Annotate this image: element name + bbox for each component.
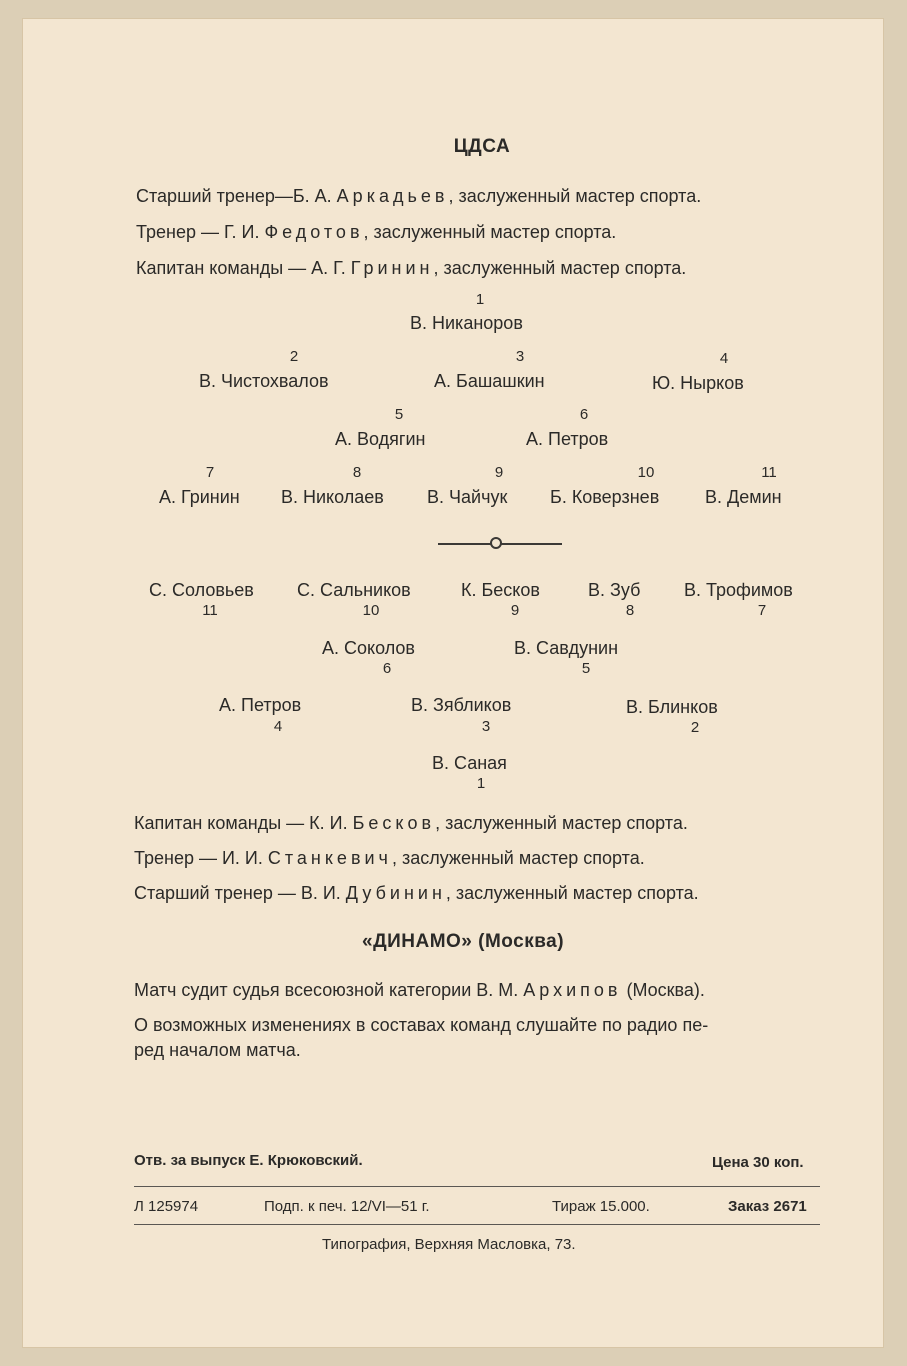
player-number: 1 bbox=[475, 291, 485, 308]
staff-title: , заслуженный мастер спорта. bbox=[391, 848, 645, 868]
divider-circle-icon bbox=[490, 537, 502, 549]
staff-surname: Федотов bbox=[264, 222, 364, 242]
player-number: 9 bbox=[510, 602, 520, 619]
responsible-editor: Отв. за выпуск Е. Крюковский. bbox=[134, 1152, 363, 1169]
player-number: 2 bbox=[690, 719, 700, 736]
publication-code: Л 125974 bbox=[134, 1198, 199, 1215]
referee-prefix: Матч судит судья всесоюзной категории В. М. bbox=[134, 980, 524, 1000]
player-name: В. Зябликов bbox=[411, 695, 512, 715]
player-number: 3 bbox=[481, 718, 491, 735]
player-number: 11 bbox=[761, 464, 777, 481]
cdsa-coach bbox=[136, 222, 616, 243]
cdsa-head-coach bbox=[136, 186, 701, 207]
player-number: 7 bbox=[205, 464, 215, 481]
player-name: А. Гринин bbox=[159, 487, 240, 507]
staff-prefix: Старший тренер—Б. А. bbox=[136, 186, 337, 206]
player-name: В. Саная bbox=[432, 753, 507, 773]
dinamo-head-coach bbox=[134, 883, 699, 904]
staff-prefix: Капитан команды — А. Г. bbox=[136, 258, 351, 278]
player-number: 10 bbox=[362, 602, 380, 619]
player-name: А. Соколов bbox=[322, 638, 415, 658]
dinamo-captain bbox=[134, 813, 688, 834]
player-number: 2 bbox=[289, 348, 299, 365]
player-number: 5 bbox=[581, 660, 591, 677]
player-name: В. Савдунин bbox=[514, 638, 619, 658]
staff-title: , заслуженный мастер спорта. bbox=[448, 186, 702, 206]
staff-surname: Станкевич bbox=[267, 848, 392, 868]
staff-prefix: Тренер — Г. И. bbox=[136, 222, 265, 242]
player-name: В. Блинков bbox=[626, 697, 718, 717]
staff-title: , заслуженный мастер спорта. bbox=[363, 222, 617, 242]
circulation: Тираж 15.000. bbox=[552, 1198, 650, 1215]
referee-city: (Москва). bbox=[621, 980, 705, 1000]
player-number: 7 bbox=[757, 602, 767, 619]
staff-surname: Бесков bbox=[352, 813, 436, 833]
referee-line bbox=[134, 980, 705, 1001]
player-name: А. Водягин bbox=[335, 429, 426, 449]
staff-surname: Гринин bbox=[350, 258, 434, 278]
staff-surname: Аркадьев bbox=[336, 186, 449, 206]
printing-house: Типография, Верхняя Масловка, 73. bbox=[322, 1236, 576, 1253]
price: Цена 30 коп. bbox=[712, 1154, 804, 1171]
player-name: В. Зуб bbox=[588, 580, 641, 600]
notice-line-1: О возможных изменениях в составах команд слушайте по радио пе- bbox=[134, 1015, 709, 1035]
referee-surname: Архипов bbox=[523, 980, 622, 1000]
player-name: А. Петров bbox=[526, 429, 609, 449]
order-number: Заказ 2671 bbox=[728, 1198, 807, 1215]
player-name: С. Сальников bbox=[297, 580, 411, 600]
player-number: 1 bbox=[476, 775, 486, 792]
dinamo-coach bbox=[134, 848, 645, 869]
player-number: 8 bbox=[352, 464, 362, 481]
player-number: 10 bbox=[637, 464, 655, 481]
team-title-cdsa: ЦДСА bbox=[453, 136, 511, 157]
player-name: В. Чистохвалов bbox=[199, 371, 329, 391]
player-number: 6 bbox=[382, 660, 392, 677]
player-name: К. Бесков bbox=[461, 580, 540, 600]
staff-prefix: Капитан команды — К. И. bbox=[134, 813, 353, 833]
player-number: 11 bbox=[202, 602, 218, 619]
team-title-dinamo: «ДИНАМО» (Москва) bbox=[362, 931, 565, 952]
player-number: 4 bbox=[719, 350, 729, 367]
footer-top-rule bbox=[134, 1186, 820, 1187]
signed-to-print: Подп. к печ. 12/VI—51 г. bbox=[264, 1198, 430, 1215]
player-name: В. Трофимов bbox=[684, 580, 793, 600]
player-name: В. Чайчук bbox=[427, 487, 508, 507]
player-name: А. Петров bbox=[219, 695, 302, 715]
player-name: В. Николаев bbox=[281, 487, 384, 507]
staff-prefix: Старший тренер — В. И. bbox=[134, 883, 346, 903]
footer-bottom-rule bbox=[134, 1224, 820, 1225]
player-number: 5 bbox=[394, 406, 404, 423]
player-name: С. Соловьев bbox=[149, 580, 254, 600]
player-name: В. Демин bbox=[705, 487, 782, 507]
staff-title: , заслуженный мастер спорта. bbox=[433, 258, 687, 278]
player-number: 4 bbox=[273, 718, 283, 735]
program-page bbox=[22, 18, 884, 1348]
staff-title: , заслуженный мастер спорта. bbox=[435, 813, 688, 833]
cdsa-captain bbox=[136, 258, 686, 279]
staff-prefix: Тренер — И. И. bbox=[134, 848, 268, 868]
notice-line-2: ред началом матча. bbox=[134, 1040, 301, 1060]
player-name: А. Башашкин bbox=[434, 371, 545, 391]
staff-title: , заслуженный мастер спорта. bbox=[445, 883, 699, 903]
player-number: 9 bbox=[494, 464, 504, 481]
player-number: 8 bbox=[625, 602, 635, 619]
player-number: 6 bbox=[579, 406, 589, 423]
player-number: 3 bbox=[515, 348, 525, 365]
player-name: Б. Коверзнев bbox=[550, 487, 660, 507]
staff-surname: Дубинин bbox=[345, 883, 446, 903]
player-name: В. Никаноров bbox=[410, 313, 523, 333]
player-name: Ю. Нырков bbox=[652, 373, 744, 393]
